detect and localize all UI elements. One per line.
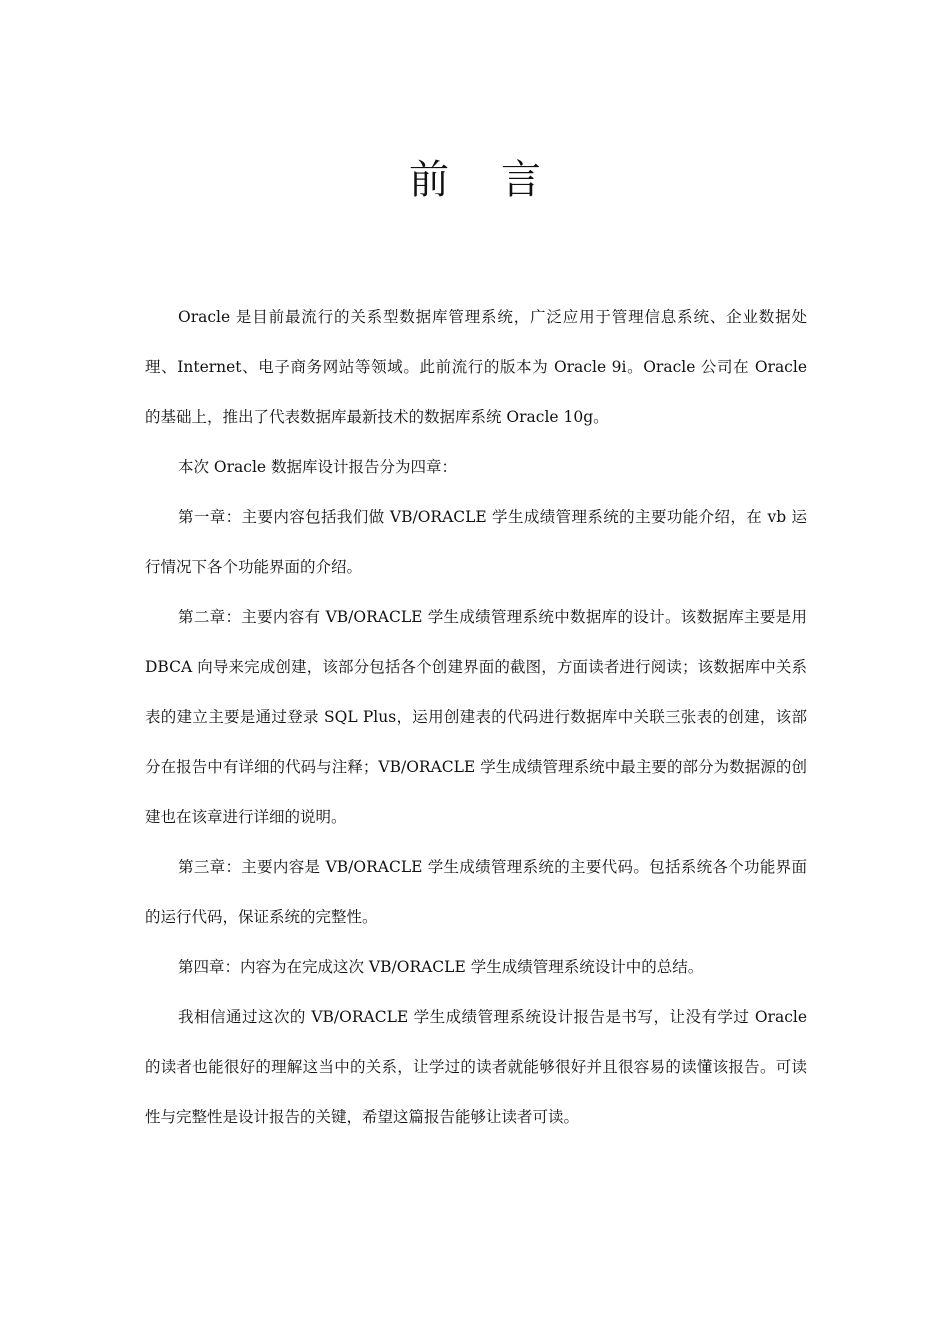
paragraph-chapter-1: 第一章：主要内容包括我们做 VB/ORACLE 学生成绩管理系统的主要功能介绍，在 vb 运行情况下各个功能界面的介绍。 xyxy=(145,508,807,576)
paragraph-chapter-3: 第三章：主要内容是 VB/ORACLE 学生成绩管理系统的主要代码。包括系统各个功能界面的运行代码，保证系统的完整性。 xyxy=(145,858,807,926)
paragraph-overview: 本次 Oracle 数据库设计报告分为四章： xyxy=(178,458,458,476)
paragraph-intro: Oracle 是目前最流行的关系型数据库管理系统，广泛应用于管理信息系统、企业数据处理、Internet、电子商务网站等领域。此前流行的版本为 Oracle 9i。Oracle 公司在 Oracle 的基础上，推出了代表数据库最新技术的数据库系统 Oracle 10g。 xyxy=(145,308,807,426)
page-title xyxy=(0,150,950,210)
paragraph-chapter-2: 第二章：主要内容有 VB/ORACLE 学生成绩管理系统中数据库的设计。该数据库主要是用 DBCA 向导来完成创建，该部分包括各个创建界面的截图，方面读者进行阅读；该数据库中关系表的建立主要是通过登录 SQL Plus，运用创建表的代码进行数据库中关联三张表的创建，该部分在报告中有详细的代码与注释；VB/ORACLE 学生成绩管理系统中最主要的部分为数据源的创建也在该章进行详细的说明。 xyxy=(145,608,807,826)
title-char-1: 前 xyxy=(409,157,449,203)
body-text xyxy=(145,292,807,1142)
paragraph-chapter-4: 第四章：内容为在完成这次 VB/ORACLE 学生成绩管理系统设计中的总结。 xyxy=(178,958,704,976)
paragraph-conclusion: 我相信通过这次的 VB/ORACLE 学生成绩管理系统设计报告是书写，让没有学过 Oracle 的读者也能很好的理解这当中的关系，让学过的读者就能够很好并且很容易的读懂该报告。可读性与完整性是设计报告的关键，希望这篇报告能够让读者可读。 xyxy=(145,1008,807,1126)
title-char-2: 言 xyxy=(501,157,541,203)
